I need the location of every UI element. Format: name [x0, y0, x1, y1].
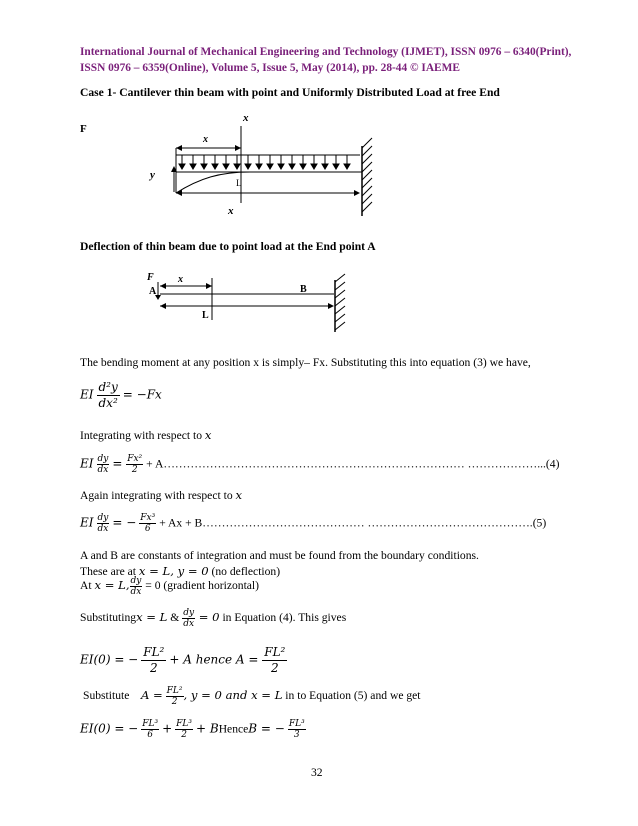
- equation-4: EI $\frac{dy}{dx}$ = $\frac{\text{Fx²}}{2}$ + A…………………………………………………………………… ………………...(4): [80, 454, 560, 475]
- equation-5: EI $\frac{dy}{dx}$ = − $\frac{\text{Fx³}}{6}$ + Ax + B…………………………………… …………………………………….(5): [80, 513, 547, 534]
- fig1-label-x-mid: x: [203, 134, 208, 145]
- fig2-label-L: L: [202, 310, 209, 321]
- integrate-2: Again integrating with respect to x: [80, 488, 243, 502]
- fig2-label-F: F: [147, 272, 154, 283]
- fig2-wall-hatching: [335, 274, 345, 330]
- page-number: 32: [311, 766, 323, 779]
- journal-header-line2: ISSN 0976 – 6359(Online), Volume 5, Issue 5, May (2014), pp. 28-44 © IAEME: [80, 62, 461, 74]
- fig2-label-A: A: [149, 286, 157, 297]
- eq-moment-rhs: = −Fx: [122, 387, 162, 402]
- fig1-label-y: y: [150, 169, 155, 181]
- fig1-label-x-top: x: [243, 112, 249, 124]
- substitution-line: Substitutingx = L & $\frac{dy}{dx}$ = 0 in Equation (4). This gives: [80, 608, 347, 629]
- intro-text: The bending moment at any position x is simply– Fx. Substituting this into equation (3) we have,: [80, 356, 531, 369]
- case-title: Case 1- Cantilever thin beam with point and Uniformly Distributed Load at free End: [80, 86, 500, 99]
- equation-B: EI(0) = − $\frac{\text{FL³}}{6}$ + $\frac{\text{FL³}}{2}$ + BHenceB = − $\frac{\text{FL³}}{3}$: [80, 719, 305, 740]
- wall-hatching: [362, 138, 372, 212]
- equation-moment: [80, 380, 162, 411]
- udl-arrows: [179, 155, 350, 169]
- cantilever-figure: [70, 108, 390, 223]
- integrate-1: Integrating with respect to x: [80, 428, 212, 442]
- equation-A: EI(0) = − $\frac{\text{FL²}}{2}$ + A hence A = $\frac{\text{FL²}}{2}$: [80, 645, 286, 675]
- deflection-title: Deflection of thin beam due to point load at the End point A: [80, 240, 376, 253]
- point-load-figure: [140, 268, 360, 338]
- fig1-label-L: L: [236, 178, 242, 188]
- eq-moment-fraction: $\frac{\text{d²y}}{\text{dx²}}$: [98, 380, 118, 410]
- constants-line-1: A and B are constants of integration and must be found from the boundary conditions.: [80, 549, 479, 562]
- constants-line-3: At x = L, $\frac{dy}{dx}$ = 0 (gradient horizontal): [80, 576, 260, 597]
- fig2-label-B: B: [300, 284, 307, 295]
- substitution-2-line: Substitute A = $\frac{\text{FL²}}{2}$ , y = 0 and x = L in to Equation (5) and we get: [83, 686, 421, 707]
- journal-header-line1: International Journal of Mechanical Engineering and Technology (IJMET), ISSN 0976 – 6340(Print),: [80, 46, 572, 58]
- fig2-label-x: x: [178, 274, 183, 285]
- constants-line-2: These are at x = L, y = 0 (no deflection): [80, 564, 281, 578]
- fig1-label-F: F: [80, 123, 87, 135]
- eq-moment-lhs: EI: [80, 387, 94, 402]
- fig1-label-x-bottom: x: [228, 205, 234, 217]
